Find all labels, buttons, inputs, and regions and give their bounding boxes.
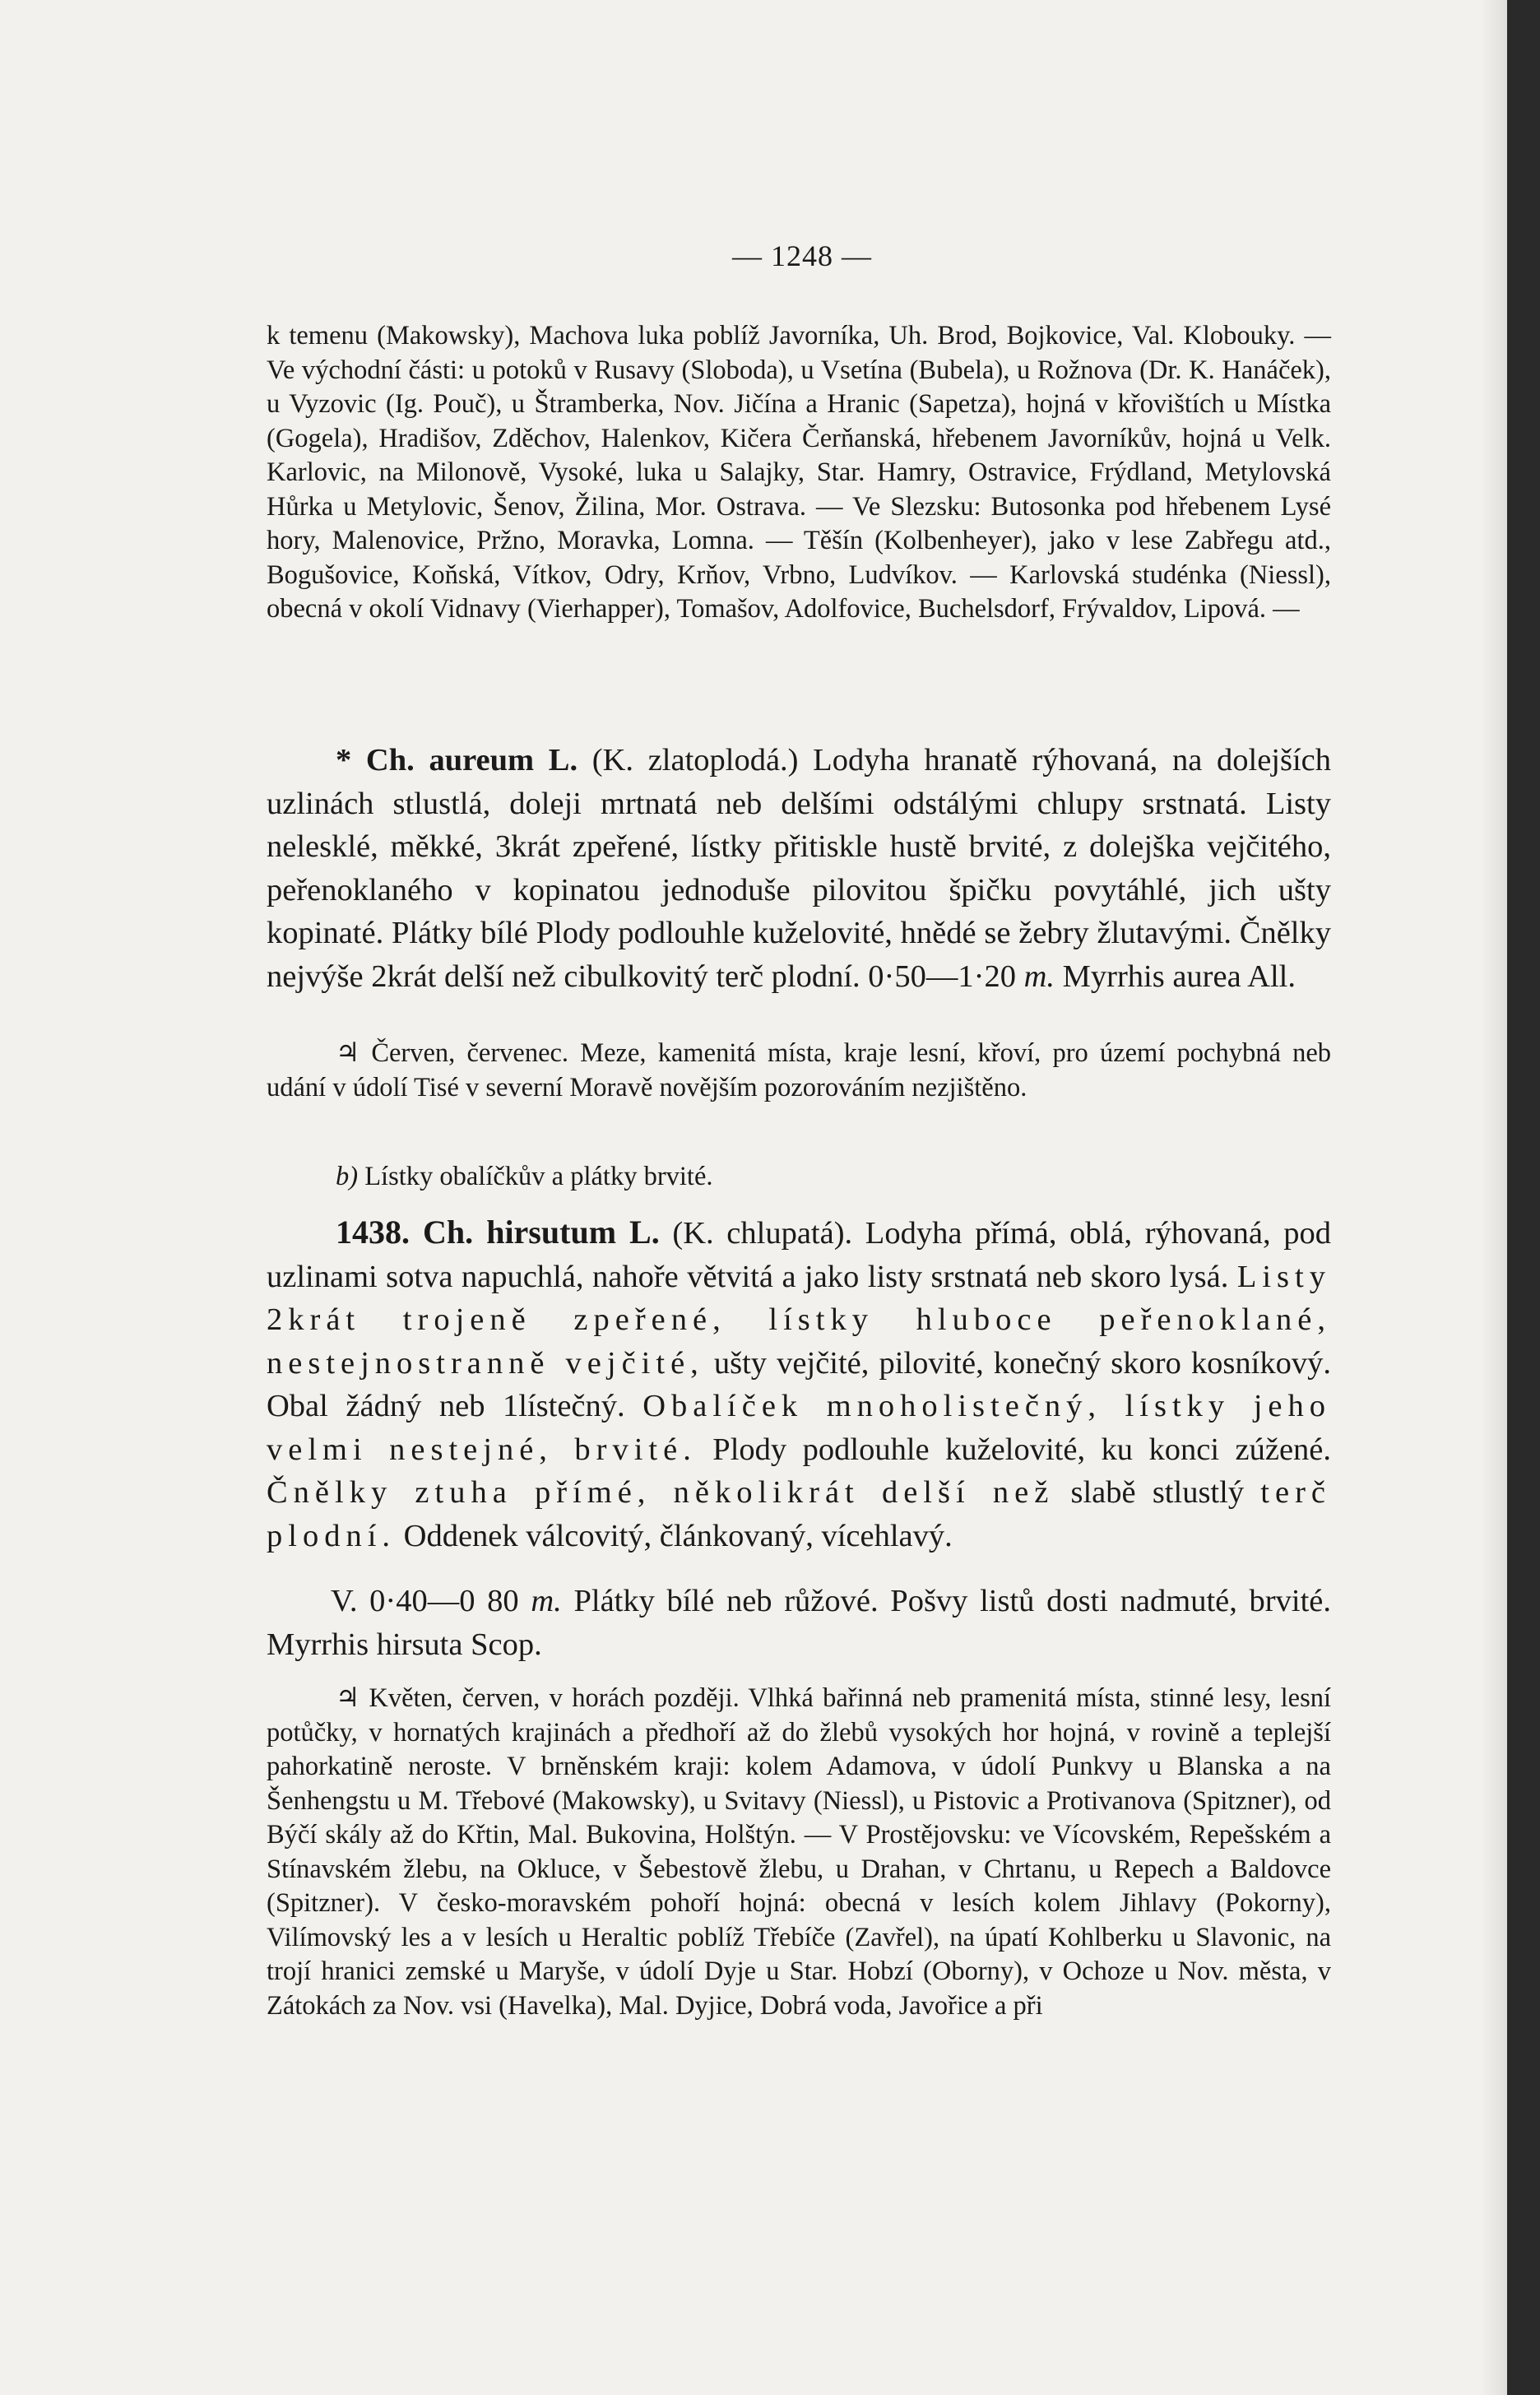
species-aureum-habitat: ♃ Červen, červenec. Meze, kamenitá místa, kraje lesní, křoví, pro území pochybná neb udání v údolí Tisé v severní Moravě novějším pozorováním nezjištěno. [267,1038,1331,1102]
species-aureum-description [267,739,1331,998]
paragraph-locality-list: k temenu (Makowsky), Machova luka poblíž Javorníka, Uh. Brod, Bojkovice, Val. Klobouky. — Ve východní části: u potoků v Rusavy (Sloboda), u Vsetína (Bubela), u Rožnova (Dr. K. Hanáček), u Vyzovic (Ig. Pouč), u Štramberka, Nov. Jičína a Hranic (Sapetza), hojná v křovištích u Místka (Gogela), Hradišov, Zděchov, Halenkov, Kičera Čerňanská, hřebenem Javorníkův, hojná u Velk. Karlovic, na Milonově, Vysoké, luka u Salajky, Star. Hamry, Ostravice, Frýdland, Metylovská Hůrka u Metylovic, Šenov, Žilina, Mor. Ostrava. — Ve Slezsku: Butosonka pod hřebenem Lysé hory, Malenovice, Pržno, Moravka, Lomna. — Těšín (Kolbenheyer), jako v lese Zabřegu atd., Bogušovice, Koňská, Vítkov, Odry, Krňov, Vrbno, Ludvíkov. — Karlovská studénka (Niessl), obecná v okolí Vidnavy (Vierhapper), Tomašov, Adolfovice, Buchelsdorf, Frývaldov, Lipová. — [267,321,1331,624]
subgroup-b-text: Lístky obalíčkův a plátky brvité. [358,1162,713,1191]
species-hirsutum-leaves: Listy 2krát trojeně zpeřené, lístky hluboce peřenoklané, nestejnostranně vejčité, [267,1259,1331,1381]
species-hirsutum-intro: (K. chlupatá). Lodyha přímá, oblá, rýhovaná, pod uzlinami sotva napuchlá, nahoře větvitá a jako listy srstnatá neb skoro lysá. [267,1216,1332,1294]
species-hirsutum-size-unit: m. [531,1584,562,1618]
species-aureum-unit: m. [1023,958,1055,994]
species-hirsutum-size [267,1580,1331,1666]
species-hirsutum-mid-3: slabě stlustlý [1054,1475,1261,1510]
species-hirsutum-end: Oddenek válcovitý, článkovaný, vícehlavý. [396,1518,953,1553]
page-edge-shadow [1481,0,1507,2395]
species-hirsutum-size-rest: Plátky bílé neb růžové. Pošvy listů dosti nadmuté, brvité. Myrrhis hirsuta Scop. [267,1584,1331,1662]
species-hirsutum-mid-2: Plody podlouhle kuželovité, ku konci zúžené. [696,1432,1331,1467]
species-hirsutum-habitat: ♃ Květen, červen, v horách později. Vlhká bařinná neb pramenitá místa, stinné lesy, lesní potůčky, v hornatých krajinách a předhoří až do žlebů vysokých hor hojná, v rovině a teplejší pahorkatině neroste. V brněnském kraji: kolem Adamova, v údolí Punkvy u Blanska a na Šenhengstu u M. Třebové (Makowsky), u Svitavy (Niessl), u Pistovic a Protivanova (Spitzner), od Býčí skály až do Křtin, Mal. Bukovina, Holštýn. — V Prostějovsku: ve Vícovském, Repešském a Stínavském žlebu, na Okluce, v Šebestově žlebu, u Drahan, v Chrtanu, u Repech a Baldovce (Spitzner). V česko-moravském pohoří hojná: obecná v lesích kolem Jihlavy (Pokorny), Vilímovský les a v lesích u Heraltic poblíž Třebíče (Zavřel), na úpatí Kohlberku u Slavonic, na trojí hranici zemské u Maryše, v údolí Dyje u Star. Hobzí (Oborny), v Ochoze u Nov. města, v Zátokách za Nov. vsi (Havelka), Mal. Dyjice, Dobrá voda, Javořice a při [267,1683,1331,2021]
species-aureum-synonym: Myrrhis aurea All. [1055,958,1296,994]
species-hirsutum-involucel: Obalíček mnoholistečný, lístky jeho velmi nestejné, brvité. [267,1389,1332,1467]
page-number: — 1248 — [732,239,872,272]
subgroup-b [267,1160,1331,1195]
species-hirsutum-disc: terč plodní. [267,1475,1331,1553]
species-aureum-name: * Ch. aureum L. [336,743,578,777]
subgroup-b-label: b) [336,1162,359,1191]
species-hirsutum-name: 1438. Ch. hirsutum L. [336,1214,660,1251]
species-hirsutum-mid-1: ušty vejčité, pilovité, konečný skoro kosníkový. Obal žádný neb 1lístečný. [267,1345,1331,1423]
species-aureum-text: (K. zlatoplodá.) Lodyha hranatě rýhovaná, na dolejších uzlinách stlustlá, doleji mrtnatá neb delšími odstálými chlupy srstnatá. Listy nelesklé, měkké, 3krát zpeřené, lístky přitiskle hustě brvité, z dolejška vejčitého, peřenoklaného v kopinatou jednoduše pilovitou špičku povytáhlé, jich ušty kopinaté. Plátky bílé Plody podlouhle kuželovité, hnědé se žebry žlutavými. Čnělky nejvýše 2krát delší než cibulkovitý terč plodní. 0·50—1·20 [267,743,1331,994]
species-hirsutum-description [267,1211,1331,1557]
species-hirsutum-size-text: V. 0·40—0 80 [331,1584,531,1618]
species-hirsutum-styles: Čnělky ztuha přímé, několikrát delší než [267,1475,1055,1510]
